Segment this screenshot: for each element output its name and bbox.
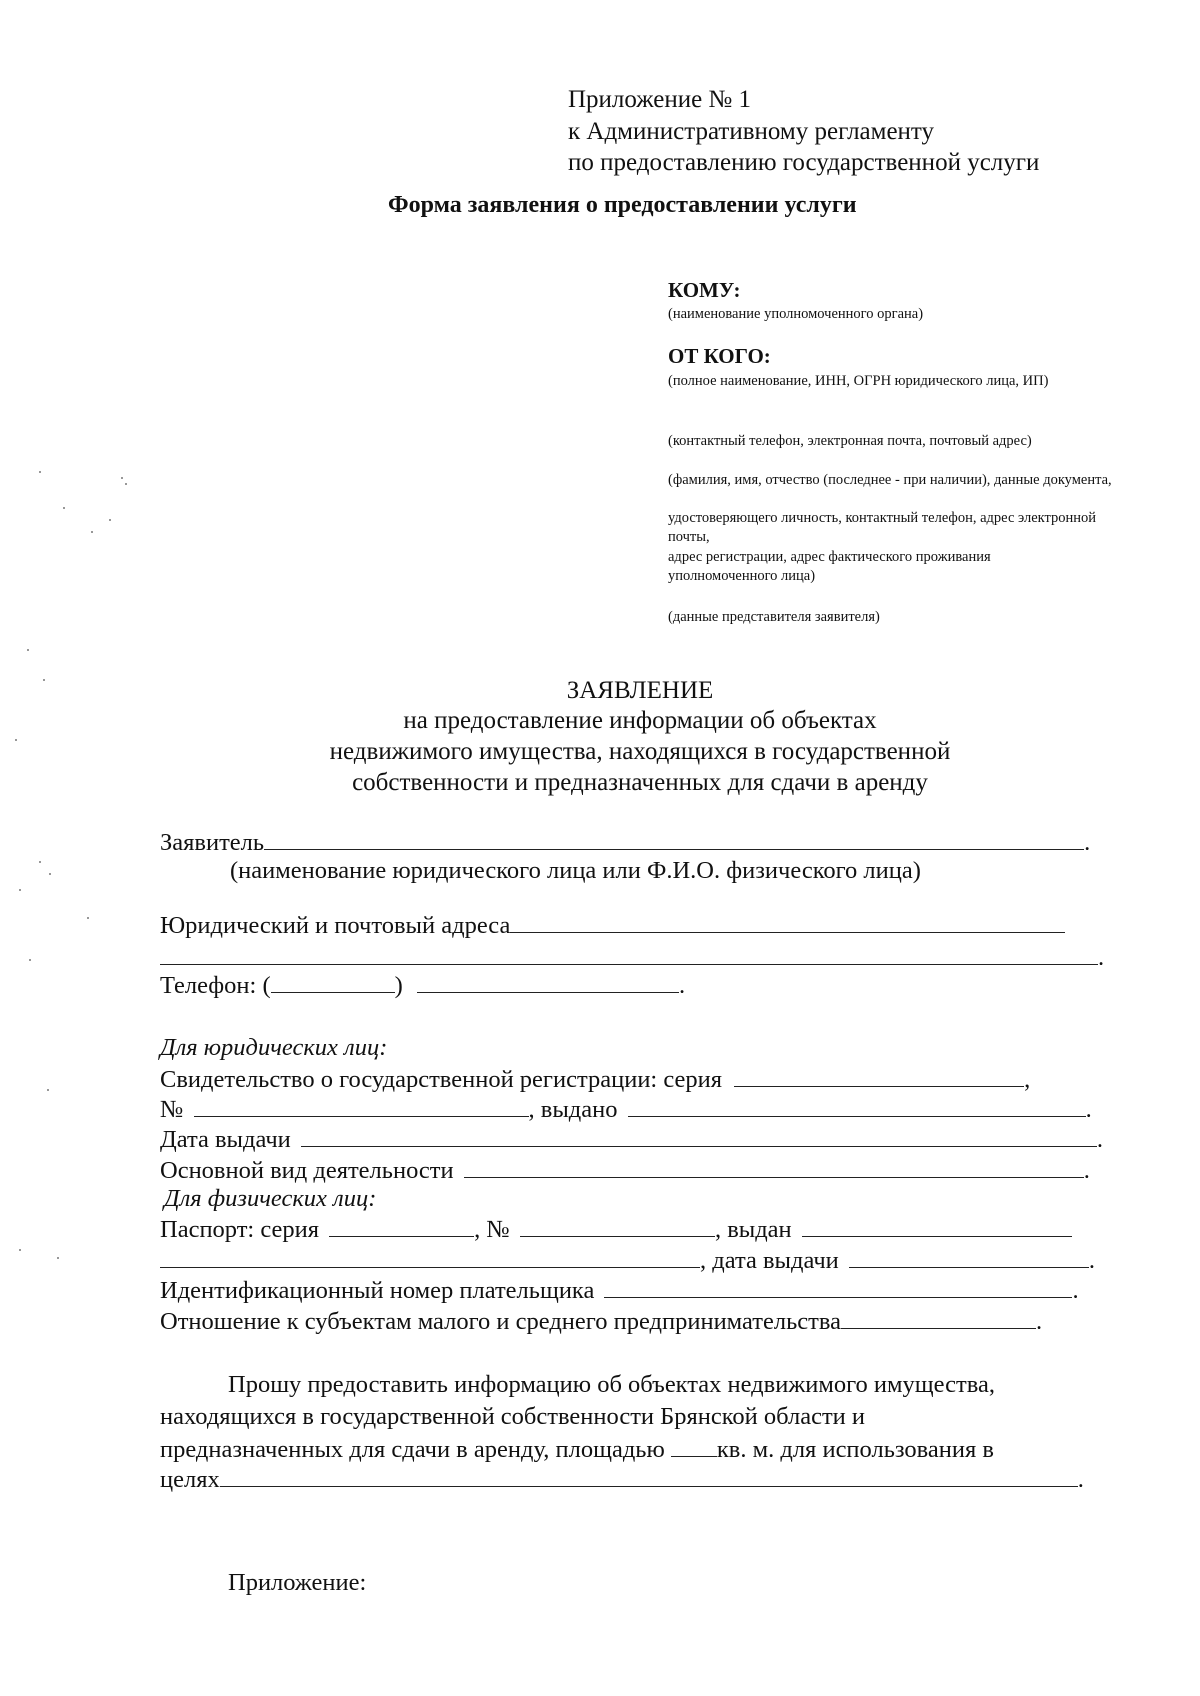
applicant-hint: (наименование юридического лица или Ф.И.О. физического лица): [230, 857, 921, 884]
applicant-label: Заявитель: [160, 829, 265, 856]
request-line-1: Прошу предоставить информацию об объектах недвижимого имущества,: [228, 1371, 995, 1398]
from-label: ОТ КОГО:: [668, 344, 771, 368]
passport-no-label: , №: [474, 1216, 510, 1243]
to-label: КОМУ:: [668, 278, 741, 302]
statement-sub-2: недвижимого имущества, находящихся в государственной: [329, 738, 951, 765]
issued-by-field[interactable]: [628, 1094, 1086, 1117]
sme-row: Отношение к субъектам малого и среднего предпринимательства .: [160, 1308, 1043, 1335]
phone-number-field[interactable]: [417, 970, 679, 993]
from-hint-person-2: удостоверяющего личность, контактный телефон, адрес электронной почты,: [668, 510, 1097, 545]
request-area-label: предназначенных для сдачи в аренду, площадью: [160, 1436, 665, 1463]
passport-number-field[interactable]: [520, 1214, 715, 1237]
certificate-row: Свидетельство о государственной регистрации: серия ,: [160, 1066, 1031, 1093]
passport-row: [160, 1214, 1072, 1245]
passport-date-field[interactable]: [849, 1245, 1089, 1268]
request-line-2: находящихся в государственной собственности Брянской области и: [160, 1403, 866, 1430]
applicant-field[interactable]: [264, 827, 1084, 850]
attachment-label: Приложение:: [228, 1569, 367, 1596]
request-line-4: целях .: [160, 1466, 1084, 1493]
from-hint-person-3: адрес регистрации, адрес фактического проживания уполномоченного лица): [668, 549, 991, 584]
purpose-label: целях: [160, 1466, 220, 1493]
appendix-number: Приложение № 1: [568, 86, 752, 113]
passport-issued-label: , выдан: [714, 1216, 792, 1243]
passport-date-label: , дата выдачи: [700, 1247, 839, 1274]
sme-label: Отношение к субъектам малого и среднего предпринимательства: [160, 1308, 841, 1335]
certificate-number-field[interactable]: [194, 1094, 529, 1117]
number-row: № , выдано .: [160, 1096, 1092, 1123]
number-label: №: [160, 1096, 184, 1123]
from-hint-representative: (данные представителя заявителя): [668, 609, 880, 625]
passport-issued-by-field[interactable]: [802, 1214, 1072, 1237]
area-field[interactable]: [671, 1434, 717, 1457]
request-usage-label: кв. м. для использования в: [716, 1436, 994, 1463]
appendix-service: по предоставлению государственной услуги: [568, 149, 1040, 176]
passport-series-field[interactable]: [329, 1214, 474, 1237]
tin-row: Идентификационный номер плательщика .: [160, 1277, 1079, 1304]
passport-date-row: , дата выдачи .: [160, 1245, 1095, 1276]
activity-field[interactable]: [464, 1155, 1084, 1178]
activity-label: Основной вид деятельности: [160, 1157, 454, 1184]
appendix-regulation: к Административному регламенту: [568, 118, 935, 145]
individual-heading: Для физических лиц:: [164, 1185, 377, 1212]
issue-date-row: Дата выдачи .: [160, 1126, 1104, 1153]
applicant-row: Заявитель .: [160, 829, 1091, 856]
issue-date-field[interactable]: [301, 1124, 1097, 1147]
phone-close-paren: ): [394, 972, 403, 999]
statement-title: ЗАЯВЛЕНИЕ: [566, 677, 714, 704]
address-field-2[interactable]: [160, 942, 1098, 965]
tin-label: Идентификационный номер плательщика: [160, 1277, 595, 1304]
issue-date-label: Дата выдачи: [160, 1126, 291, 1153]
from-hint-person-1: (фамилия, имя, отчество (последнее - при наличии), данные документа,: [668, 472, 1112, 488]
activity-row: Основной вид деятельности .: [160, 1157, 1090, 1184]
passport-label: Паспорт: серия: [160, 1216, 320, 1243]
purpose-field[interactable]: [220, 1464, 1078, 1487]
issued-label: , выдано: [528, 1096, 618, 1123]
to-hint: (наименование уполномоченного органа): [668, 306, 924, 322]
sme-field[interactable]: [841, 1306, 1036, 1329]
statement-sub-3: собственности и предназначенных для сдачи в аренду: [352, 769, 928, 796]
phone-row: Телефон: ( ) .: [160, 972, 686, 999]
certificate-label: Свидетельство о государственной регистрации: серия: [160, 1066, 723, 1093]
address-row: [160, 910, 1065, 941]
tin-field[interactable]: [604, 1275, 1072, 1298]
phone-code-field[interactable]: [271, 970, 395, 993]
address-row-2: .: [160, 942, 1104, 973]
passport-issued-by-field-2[interactable]: [160, 1245, 700, 1268]
from-hint-legal: (полное наименование, ИНН, ОГРН юридического лица, ИП): [668, 373, 1049, 389]
legal-heading: Для юридических лиц:: [160, 1034, 388, 1061]
address-field[interactable]: [510, 910, 1065, 933]
from-hint-contacts: (контактный телефон, электронная почта, почтовый адрес): [668, 433, 1032, 449]
request-line-3: [160, 1434, 994, 1465]
address-label: Юридический и почтовый адреса: [160, 912, 511, 939]
form-title: Форма заявления о предоставлении услуги: [388, 192, 857, 218]
statement-sub-1: на предоставление информации об объектах: [403, 707, 877, 734]
certificate-series-field[interactable]: [734, 1064, 1024, 1087]
phone-label: Телефон: (: [160, 972, 271, 999]
